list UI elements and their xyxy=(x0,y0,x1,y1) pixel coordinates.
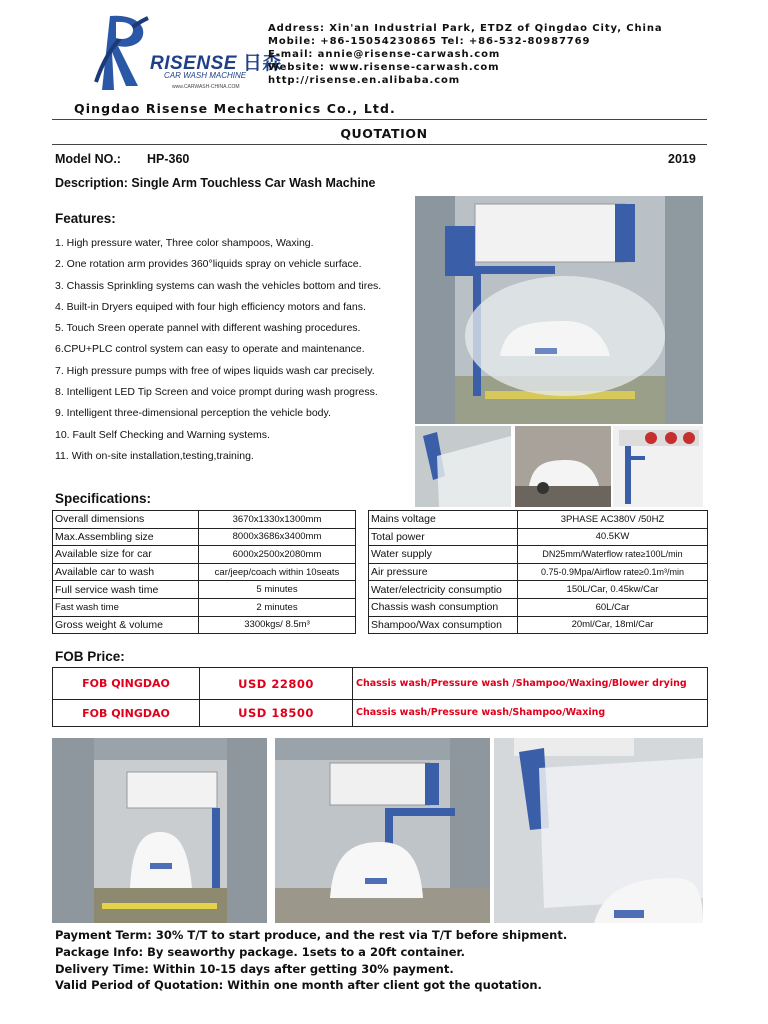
table-row xyxy=(369,581,708,599)
fob-included-items: Chassis wash/Pressure wash /Shampoo/Waxing/Blower drying xyxy=(353,668,708,700)
spec-label: Water/electricity consumptio xyxy=(369,581,518,599)
logo-tagline: CAR WASH MACHINE xyxy=(164,71,247,80)
features-heading: Features: xyxy=(55,211,116,226)
payment-term: Payment Term: 30% T/T to start produce, and the rest via T/T before shipment. xyxy=(55,928,568,942)
feature-item: 5. Touch Sreen operate pannel with different washing procedures. xyxy=(55,322,361,335)
contact-address: Address: Xin'an Industrial Park, ETDZ of Qingdao City, China xyxy=(268,23,663,34)
spec-value: 3670x1330x1300mm xyxy=(199,511,356,529)
spec-label: Full service wash time xyxy=(53,581,199,599)
table-row xyxy=(53,598,356,616)
machine-photo-arm xyxy=(415,426,511,507)
spec-value: DN25mm/Waterflow rate≥100L/min xyxy=(518,546,708,564)
spec-label: Chassis wash consumption xyxy=(369,598,518,616)
spec-value: car/jeep/coach within 10seats xyxy=(199,563,356,581)
spec-value: 40.5KW xyxy=(518,528,708,546)
machine-photo-dryer xyxy=(613,426,703,507)
feature-item: 8. Intelligent LED Tip Screen and voice prompt during wash progress. xyxy=(55,386,378,399)
feature-item: 10. Fault Self Checking and Warning systems. xyxy=(55,428,270,441)
logo-brand-text: RISENSE 日森 xyxy=(150,53,282,74)
spec-label: Available size for car xyxy=(53,546,199,564)
spec-value: 20ml/Car, 18ml/Car xyxy=(518,616,708,634)
fob-heading: FOB Price: xyxy=(55,649,125,664)
machine-photo-car xyxy=(515,426,611,507)
package-info: Package Info: By seaworthy package. 1sets to a 20ft container. xyxy=(55,944,465,959)
model-label: Model NO.: xyxy=(55,152,121,166)
company-logo xyxy=(92,12,282,98)
spec-value: 2 minutes xyxy=(199,598,356,616)
table-row xyxy=(53,563,356,581)
installation-photo-side xyxy=(275,738,490,923)
risense-r-logo-icon xyxy=(92,12,152,94)
feature-item: 2. One rotation arm provides 360°liquids spray on vehicle surface. xyxy=(55,258,362,271)
contact-website[interactable]: Website: www.risense-carwash.com xyxy=(268,62,500,73)
divider-title xyxy=(52,144,707,145)
spec-label: Gross weight & volume xyxy=(53,616,199,634)
table-row xyxy=(53,700,708,727)
table-row xyxy=(53,511,356,529)
contact-phone: Mobile: +86-15054230865 Tel: +86-532-80987769 xyxy=(268,36,591,47)
machine-photo-main xyxy=(415,196,703,424)
spec-label: Air pressure xyxy=(369,563,518,581)
logo-website: www.CARWASH-CHINA.COM xyxy=(172,84,240,90)
spec-value: 3300kgs/ 8.5m³ xyxy=(199,616,356,634)
feature-item: 4. Built-in Dryers equiped with four high efficiency motors and fans. xyxy=(55,300,366,313)
contact-alibaba[interactable]: http://risense.en.alibaba.com xyxy=(268,75,461,86)
fob-price-table xyxy=(52,667,708,727)
table-row xyxy=(369,546,708,564)
fob-included-items: Chassis wash/Pressure wash/Shampoo/Waxing xyxy=(353,700,708,727)
contact-email[interactable]: E-mail: annie@risense-carwash.com xyxy=(268,49,501,60)
model-value: HP-360 xyxy=(147,152,190,166)
spec-value: 5 minutes xyxy=(199,581,356,599)
spec-label: Mains voltage xyxy=(369,511,518,529)
product-description xyxy=(55,176,375,190)
feature-item: 7. High pressure pumps with free of wipes liquids wash car precisely. xyxy=(55,364,375,377)
feature-item: 9. Intelligent three-dimensional perception the vehicle body. xyxy=(55,407,331,420)
spec-value: 60L/Car xyxy=(518,598,708,616)
table-row xyxy=(369,616,708,634)
table-row xyxy=(53,546,356,564)
spec-label: Overall dimensions xyxy=(53,511,199,529)
table-row xyxy=(369,563,708,581)
divider-top xyxy=(52,119,707,120)
page-title: QUOTATION xyxy=(340,126,428,141)
installation-photo-spray xyxy=(494,738,703,923)
fob-price: USD 22800 xyxy=(200,668,353,700)
spec-label: Water supply xyxy=(369,546,518,564)
table-row xyxy=(53,616,356,634)
features-list xyxy=(55,237,381,471)
valid-period: Valid Period of Quotation: Within one month after client got the quotation. xyxy=(55,978,542,993)
specifications-table-right xyxy=(368,510,708,634)
fob-port: FOB QINGDAO xyxy=(53,668,200,700)
table-row xyxy=(53,668,708,700)
table-row xyxy=(369,511,708,529)
terms-section xyxy=(55,927,567,994)
feature-item: 1. High pressure water, Three color shampoos, Waxing. xyxy=(55,237,314,249)
delivery-time: Delivery Time: Within 10-15 days after getting 30% payment. xyxy=(55,961,454,976)
feature-item: 3. Chassis Sprinkling systems can wash the vehicles bottom and tires. xyxy=(55,279,382,292)
spec-value: 6000x2500x2080mm xyxy=(199,546,356,564)
model-number xyxy=(55,152,190,166)
spec-label: Shampoo/Wax consumption xyxy=(369,616,518,634)
spec-value: 8000x3686x3400mm xyxy=(199,528,356,546)
table-row xyxy=(369,528,708,546)
installation-photo-front xyxy=(52,738,267,923)
feature-item: 6.CPU+PLC control system can easy to operate and maintenance. xyxy=(55,343,365,356)
table-row xyxy=(53,528,356,546)
spec-value: 150L/Car, 0.45kw/Car xyxy=(518,581,708,599)
spec-label: Fast wash time xyxy=(53,598,199,616)
specifications-table-left xyxy=(52,510,356,634)
fob-port: FOB QINGDAO xyxy=(53,700,200,727)
quotation-year: 2019 xyxy=(668,152,696,166)
fob-price: USD 18500 xyxy=(200,700,353,727)
table-row xyxy=(53,581,356,599)
spec-label: Total power xyxy=(369,528,518,546)
description-value: Single Arm Touchless Car Wash Machine xyxy=(131,176,376,190)
company-name: Qingdao Risense Mechatronics Co., Ltd. xyxy=(74,101,396,116)
contact-info xyxy=(268,22,663,87)
spec-label: Max.Assembling size xyxy=(53,528,199,546)
specifications-heading: Specifications: xyxy=(55,491,152,506)
table-row xyxy=(369,598,708,616)
description-label: Description: xyxy=(55,176,128,190)
spec-label: Available car to wash xyxy=(53,563,199,581)
feature-item: 11. With on-site installation,testing,training. xyxy=(55,449,254,462)
spec-value: 0.75-0.9Mpa/Airflow rate≥0.1m³/min xyxy=(518,563,708,581)
spec-value: 3PHASE AC380V /50HZ xyxy=(518,511,708,529)
